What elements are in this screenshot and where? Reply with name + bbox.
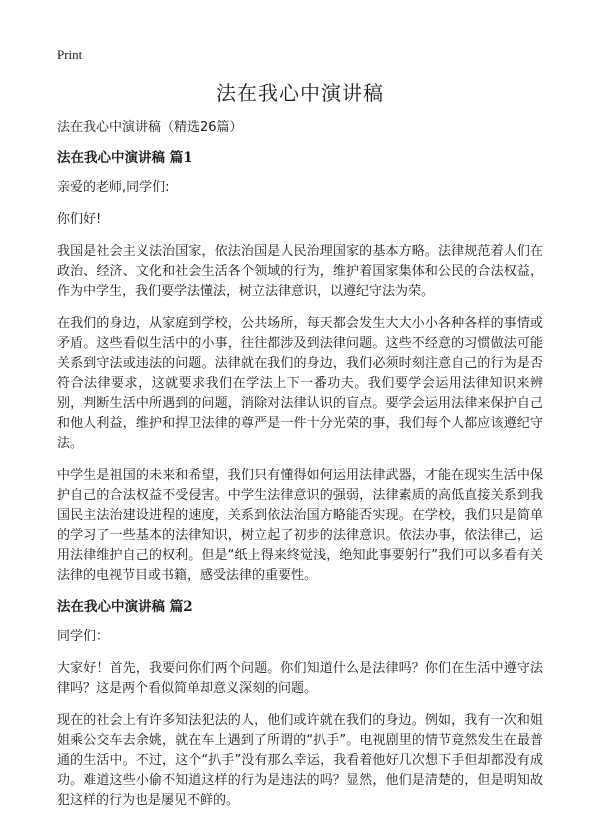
paragraph: 同学们：: [57, 629, 110, 644]
paragraph: 中学生是祖国的未来和希望，我们只有懂得如何运用法律武器，才能在现实生活中保护自己的合法权益不受侵害。中学生法律意识的强弱，法律素质的高低直接关系到我国民主法治建设进程的速度，关系到依法治国方略能否实现。在学校，我们只是简单的学习了一些基本的法律知识，树立起了初步的法律意识。依法办事，依法律己，运用法律维护自己的权利。但是“纸上得来终觉浅，绝知此事要躬行”我们可以多看有关法律的电视节目或书籍，感受法律的重要性。: [57, 468, 543, 583]
section-heading: 法在我心中演讲稿 篇2: [57, 599, 193, 615]
section-1: [57, 149, 543, 586]
paragraph: 你们好!: [57, 212, 102, 227]
print-link[interactable]: Print: [57, 47, 83, 62]
section-heading: 法在我心中演讲稿 篇1: [57, 150, 193, 166]
paragraph: 我国是社会主义法治国家，依法治国是人民治理国家的基本方略。法律规范着人们在政治、经济、文化和社会生活各个领域的行为，维护着国家集体和公民的合法权益，作为中学生，我们要学法懂法，树立法律意识，以遵纪守法为荣。: [57, 244, 543, 299]
paragraph: 大家好！首先，我要问你们两个问题。你们知道什么是法律吗？你们在生活中遵守法律吗？这是两个看似简单却意义深刻的问题。: [57, 661, 543, 696]
page-title: 法在我心中演讲稿: [216, 81, 384, 105]
section-2: [57, 598, 543, 811]
document-subtitle: 法在我心中演讲稿（精选26篇）: [57, 120, 243, 135]
paragraph: 亲爱的老师,同学们:: [57, 180, 170, 195]
paragraph: 现在的社会上有许多知法犯法的人，他们或许就在我们的身边。例如，我有一次和姐姐乘公交车去余姚，就在车上遇到了所谓的“扒手”。电视剧里的情节竟然发生在最普通的生活中。不过，这个“扒手”没有那么幸运，我看着他好几次想下手但却都没有成功。难道这些小偷不知道这样的行为是违法的吗？显然，他们是清楚的，但是明知故犯这样的行为也是屡见不鲜的。: [57, 713, 543, 808]
paragraph: 在我们的身边，从家庭到学校，公共场所，每天都会发生大大小小各种各样的事情或矛盾。这些看似生活中的小事，往往都涉及到法律问题。这些不经意的习惯做法可能关系到守法或违法的问题。法律就在我们的身边，我们必须时刻注意自己的行为是否符合法律要求，这就要求我们在学法上下一番功夫。我们要学会运用法律知识来辨别，判断生活中所遇到的问题，消除对法律认识的盲点。要学会运用法律来保护自己和他人利益，维护和捍卫法律的尊严是一件十分光荣的事，我们每个人都应该遵纪守法。: [57, 316, 543, 451]
